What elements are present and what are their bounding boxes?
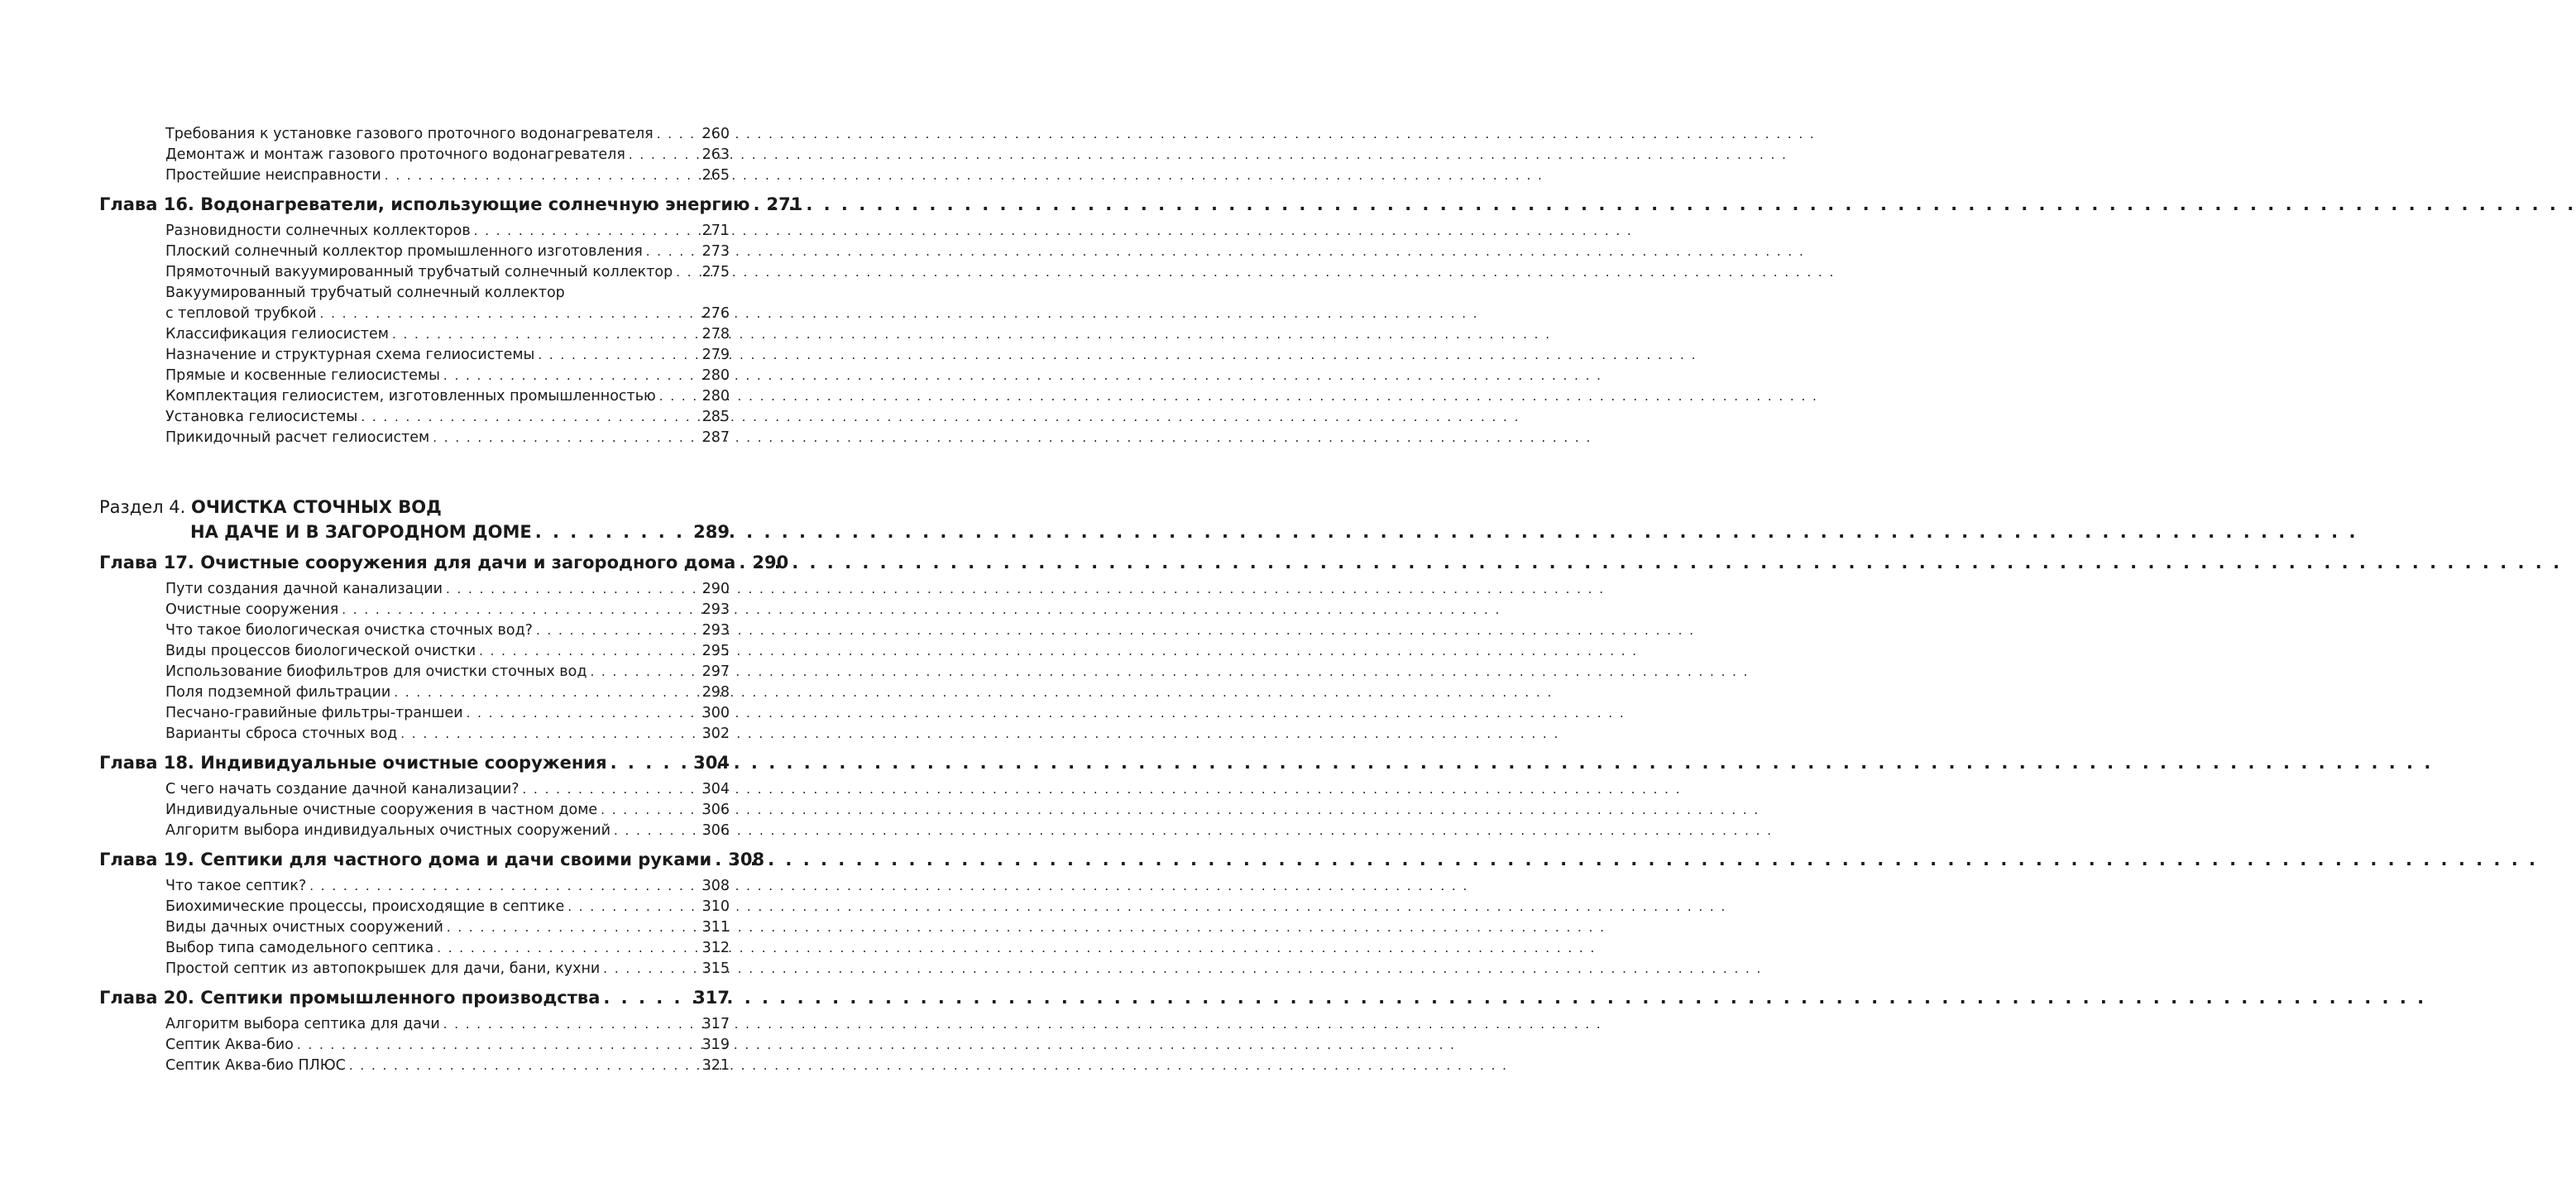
toc-entry [99, 165, 730, 186]
toc-entry [99, 386, 730, 407]
chapter-page: 271 [766, 194, 803, 214]
chapter-page: 304 [693, 753, 730, 773]
dot-leader [715, 848, 725, 871]
toc-entry-page: 271 [701, 223, 730, 239]
section-prefix: Раздел 4. [99, 497, 186, 517]
chapter-title: Глава 17. Очистные сооружения для дачи и загородного дома [99, 553, 736, 572]
toc-entry-title: Что такое биологическая очистка сточных вод? [165, 622, 533, 639]
toc-entry [99, 428, 730, 448]
dot-leader [361, 407, 698, 428]
toc-entry-title: С чего начать создание дачной канализации? [165, 781, 520, 797]
chapter-title: Глава 18. Индивидуальные очистные сооружения [99, 753, 607, 773]
toc-entry-title: Использование биофильтров для очистки сточных вод [165, 663, 587, 680]
toc-entry-title: Биохимические процессы, происходящие в септике [165, 898, 565, 915]
toc-entry-page: 263 [701, 146, 730, 163]
dot-leader [297, 1035, 699, 1056]
toc-entry-title: Простой септик из автопокрышек для дачи, бани, кухни [165, 960, 601, 977]
toc-entry [99, 779, 730, 800]
dot-leader [437, 938, 698, 959]
section-title-line2: НА ДАЧЕ И В ЗАГОРОДНОМ ДОМЕ [190, 522, 532, 542]
toc-entry-page: 304 [701, 781, 730, 797]
dot-leader [443, 1014, 699, 1035]
toc-entry-title: Песчано-гравийные фильтры-траншеи [165, 705, 463, 721]
dot-leader [610, 751, 691, 774]
toc-entry-title: Классификация гелиосистем [165, 326, 389, 342]
toc-entry-title-line2: с тепловой трубкой [165, 305, 317, 322]
section-heading-line2 [99, 520, 730, 544]
toc-entry-page: 290 [701, 581, 730, 597]
toc-entry-title: Очистные сооружения [165, 601, 339, 618]
dot-leader [443, 366, 699, 386]
toc-entry-title: Прямоточный вакуумированный трубчатый солнечный коллектор [165, 264, 673, 280]
toc-entry-page: 295 [701, 643, 730, 659]
toc-entry-page: 276 [701, 305, 730, 322]
toc-entry [99, 124, 730, 145]
toc-section-4 [99, 495, 730, 544]
dot-leader [400, 724, 698, 745]
dot-leader [447, 917, 699, 938]
dot-leader [392, 324, 699, 345]
toc-entry [99, 579, 730, 600]
chapter-title: Глава 16. Водонагреватели, использующие солнечную энергию [99, 194, 750, 214]
toc-entry-title-line1: Вакуумированный трубчатый солнечный коллектор [165, 285, 565, 301]
dot-leader [657, 124, 699, 145]
toc-entry-page: 297 [701, 663, 730, 680]
dot-leader [614, 821, 699, 841]
chapter-page: 290 [752, 553, 789, 572]
toc-entry-page: 311 [701, 919, 730, 936]
toc-entry [99, 600, 730, 620]
toc-chapter-18 [99, 751, 730, 774]
toc-entry-title: Простейшие неисправности [165, 167, 381, 184]
toc-entry-title: Плоский солнечный коллектор промышленного изготовления [165, 243, 643, 260]
toc-entry-page: 312 [701, 940, 730, 956]
toc-entry [99, 1014, 730, 1035]
toc-entry [99, 620, 730, 641]
dot-leader [567, 897, 698, 917]
dot-leader [538, 345, 698, 366]
dot-leader [467, 703, 699, 724]
toc-entry [99, 145, 730, 165]
dot-leader [342, 600, 698, 620]
dot-leader [646, 242, 699, 262]
table-of-contents [99, 124, 803, 1076]
toc-entry [99, 897, 730, 917]
toc-entry-page: 300 [701, 705, 730, 721]
toc-entry-title: Алгоритм выбора индивидуальных очистных сооружений [165, 822, 610, 839]
dot-leader [659, 386, 699, 407]
toc-entry-page: 306 [701, 802, 730, 818]
dot-leader [320, 304, 699, 324]
dot-leader [349, 1056, 699, 1076]
dot-leader [523, 779, 699, 800]
section-page: 289 [693, 522, 730, 542]
toc-entry-page: 293 [701, 601, 730, 618]
toc-entry [99, 366, 730, 386]
toc-entry-title: Алгоритм выбора септика для дачи [165, 1016, 440, 1032]
section-title-line1: ОЧИСТКА СТОЧНЫХ ВОД [190, 497, 442, 517]
toc-entry-page: 306 [701, 822, 730, 839]
toc-entry [99, 324, 730, 345]
toc-entry-page: 273 [701, 243, 730, 260]
toc-entry [99, 304, 730, 324]
toc-entry-page: 260 [701, 126, 730, 142]
toc-entry-page: 279 [701, 347, 730, 363]
toc-entry-title: Септик Аква-био [165, 1037, 294, 1053]
toc-entry [99, 703, 730, 724]
toc-entry-page: 308 [701, 878, 730, 894]
dot-leader [385, 165, 699, 186]
dot-leader [603, 959, 698, 979]
toc-chapter-17 [99, 551, 789, 574]
toc-entry-page: 287 [701, 429, 730, 446]
dot-leader [753, 193, 763, 216]
toc-entry-title: Варианты сброса сточных вод [165, 725, 398, 742]
toc-entry-title: Выбор типа самодельного септика [165, 940, 434, 956]
chapter-title: Глава 19. Септики для частного дома и дачи своими руками [99, 850, 712, 869]
toc-entry-title: Разновидности солнечных коллекторов [165, 223, 471, 239]
toc-entry-page: 317 [701, 1016, 730, 1032]
toc-entry-title: Демонтаж и монтаж газового проточного водонагревателя [165, 146, 625, 163]
toc-entry [99, 641, 730, 662]
chapter-page: 308 [728, 850, 765, 869]
toc-chapter-19 [99, 848, 765, 871]
toc-entry [99, 959, 730, 979]
toc-entry [99, 682, 730, 703]
toc-entry-title: Прямые и косвенные гелиосистемы [165, 367, 440, 384]
chapter-page: 317 [693, 988, 730, 1008]
toc-entry-title: Виды процессов биологической очистки [165, 643, 476, 659]
dot-leader [739, 551, 749, 574]
toc-entry-title: Комплектация гелиосистем, изготовленных промышленностью [165, 388, 656, 405]
toc-entry-page: 315 [701, 960, 730, 977]
toc-entry-page: 321 [701, 1057, 730, 1074]
dot-leader [629, 145, 699, 165]
toc-entry-page: 319 [701, 1037, 730, 1053]
section-heading-line1 [99, 495, 730, 520]
dot-leader [446, 579, 699, 600]
dot-leader [536, 620, 699, 641]
toc-entry [99, 917, 730, 938]
toc-entry-multiline [99, 283, 730, 304]
toc-entry-page: 293 [701, 622, 730, 639]
toc-entry [99, 262, 730, 283]
toc-entry [99, 1056, 730, 1076]
toc-entry-page: 302 [701, 725, 730, 742]
dot-leader [601, 800, 698, 821]
dot-leader [676, 262, 698, 283]
toc-entry-title: Пути создания дачной канализации [165, 581, 443, 597]
toc-entry [99, 242, 730, 262]
toc-entry [99, 938, 730, 959]
toc-entry-title: Что такое септик? [165, 878, 307, 894]
dot-leader [535, 520, 690, 544]
toc-entry-page: 280 [701, 388, 730, 405]
toc-entry-page: 298 [701, 684, 730, 701]
dot-leader [394, 682, 698, 703]
dot-leader [433, 428, 698, 448]
toc-entry [99, 800, 730, 821]
dot-leader [479, 641, 699, 662]
dot-leader [474, 221, 699, 242]
chapter-title: Глава 20. Септики промышленного производства [99, 988, 601, 1008]
toc-entry [99, 1035, 730, 1056]
toc-chapter-20 [99, 986, 730, 1009]
toc-entry-page: 275 [701, 264, 730, 280]
toc-entry-title: Назначение и структурная схема гелиосистемы [165, 347, 535, 363]
toc-entry-title: Требования к установке газового проточного водонагревателя [165, 126, 654, 142]
dot-leader [603, 986, 690, 1009]
toc-entry-page: 285 [701, 409, 730, 425]
toc-entry [99, 345, 730, 366]
toc-entry-title: Прикидочный расчет гелиосистем [165, 429, 430, 446]
toc-entry [99, 876, 730, 897]
toc-entry [99, 407, 730, 428]
toc-entry-title: Установка гелиосистемы [165, 409, 358, 425]
toc-entry-title: Поля подземной фильтрации [165, 684, 391, 701]
toc-entry-page: 265 [701, 167, 730, 184]
dot-leader [309, 876, 698, 897]
toc-entry-title: Индивидуальные очистные сооружения в частном доме [165, 802, 598, 818]
toc-chapter-16 [99, 193, 803, 216]
toc-entry-page: 310 [701, 898, 730, 915]
toc-entry [99, 221, 730, 242]
toc-entry [99, 662, 730, 682]
toc-entry [99, 724, 730, 745]
toc-entry-page: 278 [701, 326, 730, 342]
toc-entry-title: Септик Аква-био ПЛЮС [165, 1057, 346, 1074]
dot-leader [590, 662, 698, 682]
toc-entry-page: 280 [701, 367, 730, 384]
toc-entry [99, 821, 730, 841]
toc-entry-title: Виды дачных очистных сооружений [165, 919, 443, 936]
